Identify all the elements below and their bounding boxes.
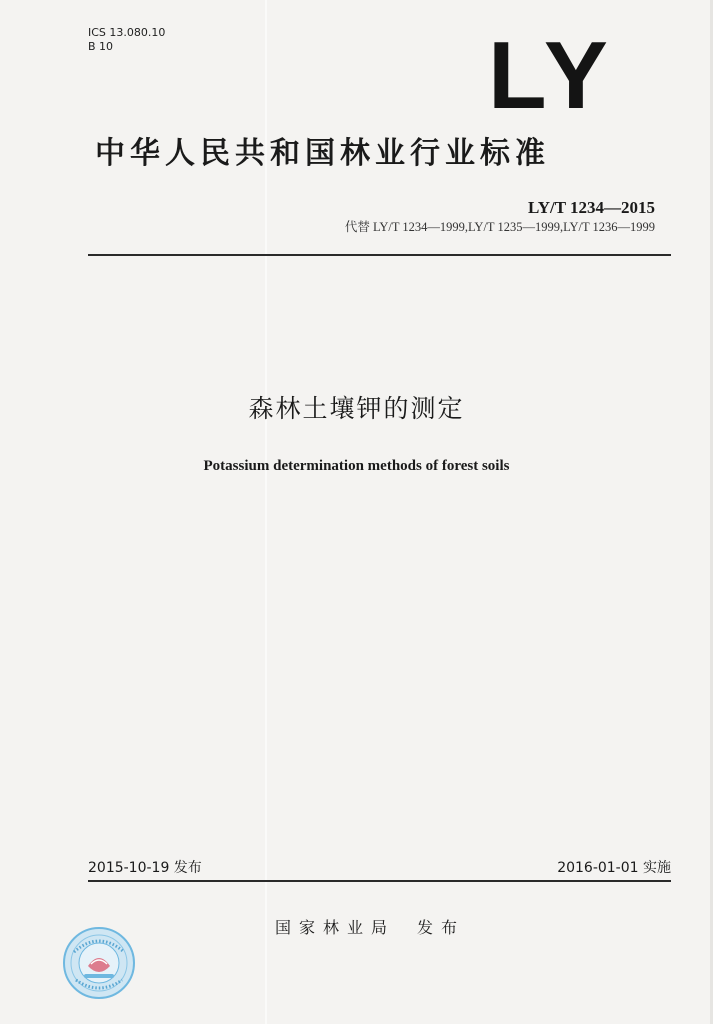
standard-code: LY/T 1234—2015 bbox=[527, 198, 655, 217]
ccs-code: B 10 bbox=[88, 40, 114, 53]
issue-action: 发布 bbox=[417, 918, 466, 937]
issue-date: 2015-10-19 发布 bbox=[88, 860, 202, 876]
document-title-english: Potassium determination methods of forest soils bbox=[203, 458, 510, 474]
top-divider bbox=[88, 254, 671, 256]
anti-counterfeit-seal-icon bbox=[62, 926, 136, 1000]
issuing-authority bbox=[275, 917, 465, 939]
standard-code-block bbox=[345, 198, 655, 235]
standard-category-title: 中华人民共和国林业行业标准 bbox=[95, 136, 550, 171]
bottom-divider bbox=[88, 880, 671, 882]
document-title-chinese: 森林土壤钾的测定 bbox=[248, 394, 465, 423]
issuer-name: 国家林业局 bbox=[275, 918, 396, 937]
classification-codes bbox=[88, 26, 165, 54]
replaced-standards: 代替 LY/T 1234—1999,LY/T 1235—1999,LY/T 1236—1999 bbox=[344, 220, 655, 234]
implementation-date: 2016-01-01 实施 bbox=[557, 860, 671, 876]
ics-code: ICS 13.080.10 bbox=[88, 26, 166, 39]
ly-logo: LY bbox=[488, 22, 614, 129]
